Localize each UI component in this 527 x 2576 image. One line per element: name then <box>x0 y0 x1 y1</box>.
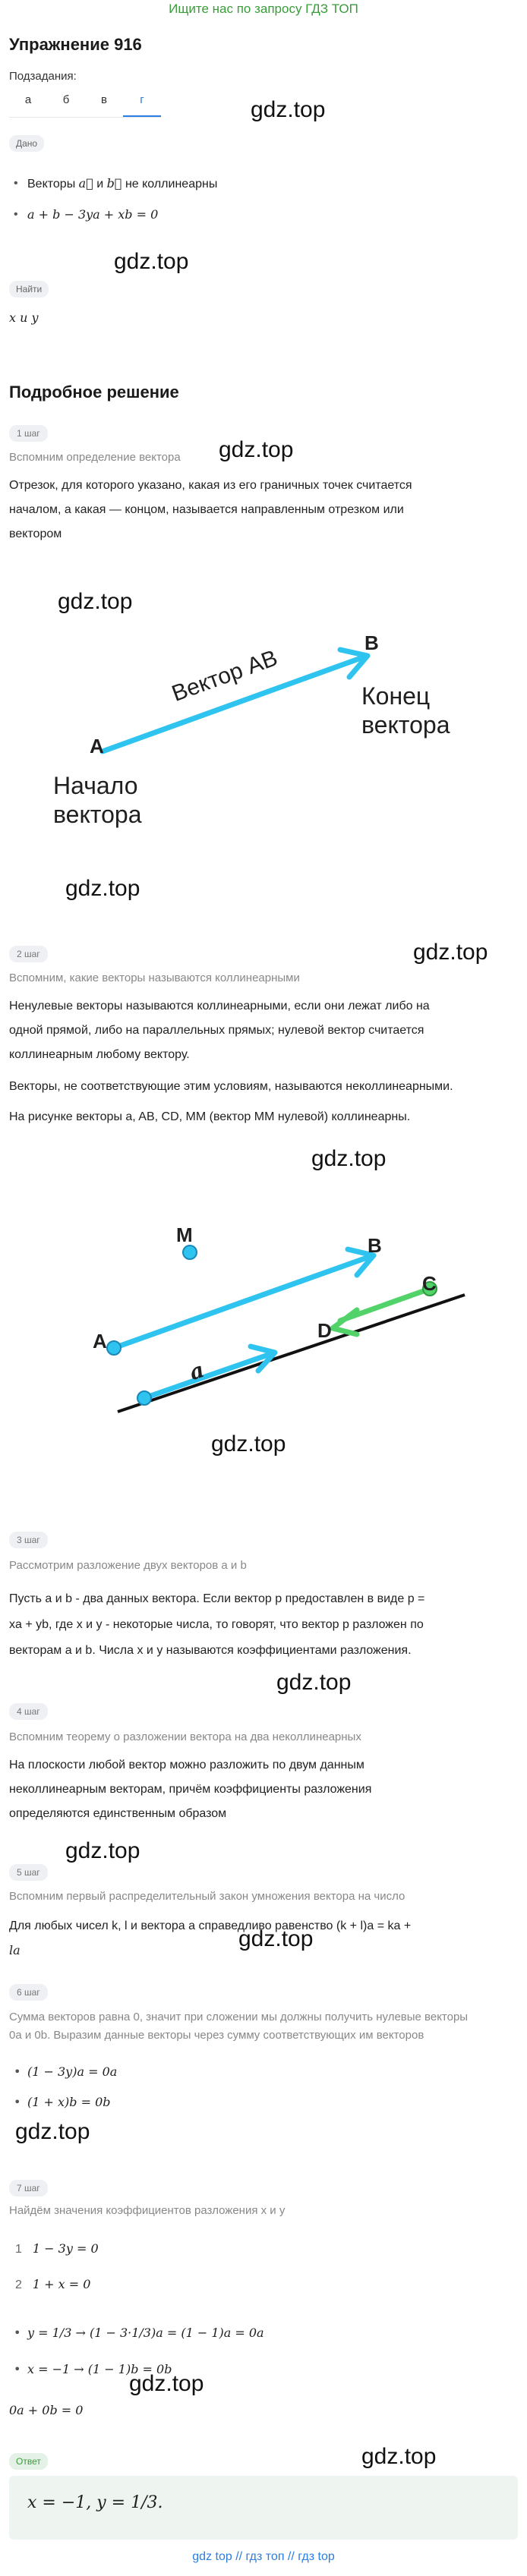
step-badge: 4 шаг <box>9 1703 48 1720</box>
answer-badge: Ответ <box>9 2453 48 2470</box>
watermark: gdz.top <box>114 249 189 274</box>
watermark: gdz.top <box>58 589 133 614</box>
step-badge: 3 шаг <box>9 1532 48 1548</box>
step-caption: Вспомним, какие векторы называются коллинеарными <box>9 972 300 984</box>
watermark: gdz.top <box>129 2371 204 2396</box>
step-caption: Вспомним определение вектора <box>9 451 181 464</box>
subtasks-label: Подзадания: <box>9 70 77 83</box>
find-badge: Найти <box>9 281 49 298</box>
vector-cd-arrowhead <box>333 1310 357 1334</box>
fig1-end-label: Конец вектора <box>361 682 450 738</box>
step-badge: 1 шаг <box>9 425 48 442</box>
step-caption: Сумма векторов равна 0, значит при сложении мы должны получить нулевые векторы 0a и 0b. Выразим данные векторы через сумму соответствующих им векторов <box>9 2011 469 2042</box>
page-title: Упражнение 916 <box>9 35 142 54</box>
equation-1: 1 1 − 3y = 0 <box>15 2241 99 2256</box>
watermark: gdz.top <box>65 876 140 901</box>
tab-b[interactable]: б <box>62 93 70 106</box>
point-a-vector-start <box>137 1391 151 1405</box>
step-badge: 2 шаг <box>9 946 48 962</box>
vector-a-line <box>144 1354 270 1398</box>
subtask-tabs <box>9 93 161 118</box>
answer-text: x = −1, y = 1/3. <box>27 2493 163 2512</box>
fig1-vector-label: Вектор AB <box>169 645 281 707</box>
watermark: gdz.top <box>413 940 488 965</box>
step-text: Отрезок, для которого указано, какая из его граничных точек считается началом, а какая — концом, называется направленным отрезком или вектором <box>9 479 412 540</box>
fig2-point-d: D <box>317 1319 332 1342</box>
watermark: gdz.top <box>219 437 294 462</box>
fig2-point-m: M <box>176 1223 193 1246</box>
watermark: gdz.top <box>361 2444 437 2469</box>
tab-v[interactable]: в <box>101 93 107 106</box>
step-caption: Найдём значения коэффициентов разложения x и y <box>9 2204 286 2217</box>
watermark: gdz.top <box>311 1146 387 1171</box>
point-m <box>183 1245 197 1259</box>
fig2-point-a: A <box>93 1330 107 1353</box>
step7-results <box>9 2312 264 2385</box>
fig2-point-b: B <box>368 1234 382 1257</box>
watermark: gdz.top <box>15 2119 90 2144</box>
fig2-point-c: C <box>422 1272 437 1295</box>
footer-links[interactable]: gdz top // гдз топ // гдз top <box>192 2550 335 2563</box>
solution-title: Подробное решение <box>9 383 179 402</box>
vector-figure-2 <box>0 1184 527 1434</box>
point-a <box>107 1341 121 1355</box>
step6-item-2: • (1 + x)b = 0b <box>9 2087 117 2118</box>
step6-list <box>9 2057 117 2118</box>
given-badge: Дано <box>9 135 44 152</box>
step-badge: 5 шаг <box>9 1864 48 1881</box>
step7-result-1: • y = 1/3 → (1 − 3·1/3)a = (1 − 1)a = 0a <box>9 2312 264 2354</box>
find-text: x и y <box>9 310 39 325</box>
tab-a[interactable]: а <box>24 93 32 106</box>
vector-cd-line <box>340 1289 430 1321</box>
step-badge: 6 шаг <box>9 1984 48 2001</box>
fig1-point-a: A <box>90 735 104 757</box>
watermark: gdz.top <box>251 97 326 122</box>
tab-g[interactable]: г <box>123 93 161 117</box>
step7-equations <box>15 2231 99 2303</box>
fig2-vector-a-label: a <box>186 1357 207 1385</box>
top-search-link[interactable]: Ищите нас по запросу ГДЗ ТОП <box>169 2 358 16</box>
step-text: Для любых чисел k, l и вектора a справедливо равенство (k + l)a = ka + la <box>9 1919 412 1957</box>
watermark: gdz.top <box>211 1431 286 1456</box>
step6-item-1: • (1 − 3y)a = 0a <box>9 2057 117 2087</box>
step7-result-2: • x = −1 → (1 − 1)b = 0b <box>9 2354 264 2385</box>
fig1-point-b: B <box>364 631 379 654</box>
step-text: Пусть a и b - два данных вектора. Если вектор p предоставлен в виде p = xa + yb, где x и y - некоторые числа, то говорят, что вектор p разложен по векторам a и b. Числа x и y называются коэффициентами разложения. <box>9 1592 425 1657</box>
given-item-1: • Векторы a⃗ и b⃗ не коллинеарны <box>9 168 510 200</box>
answer-box <box>9 2476 518 2540</box>
step-caption: Рассмотрим разложение двух векторов a и b <box>9 1559 247 1572</box>
step7-final: 0a + 0b = 0 <box>9 2403 84 2417</box>
step-badge: 7 шаг <box>9 2180 48 2197</box>
given-list <box>9 168 510 231</box>
fig1-start-label: Начало вектора <box>53 772 142 828</box>
step-text: Ненулевые векторы называются коллинеарными, если они лежат либо на одной прямой, либо на параллельных прямых; нулевой вектор считается коллинеарным любому вектору. Векторы, не соответствующие этим условиям, называются неколлинеарными. На рисунке векторы a, AB, CD, MM (вектор MM нулевой) коллинеарны. <box>9 1000 453 1123</box>
equation-2: 2 1 + x = 0 <box>15 2277 91 2291</box>
step-text: На плоскости любой вектор можно разложить по двум данным неколлинеарным векторам, причём коэффициенты разложения определяются единственным образом <box>9 1759 372 1820</box>
step-caption: Вспомним теорему о разложении вектора на два неколлинеарных <box>9 1730 361 1743</box>
watermark: gdz.top <box>276 1670 352 1695</box>
step-caption: Вспомним первый распределительный закон умножения вектора на число <box>9 1890 406 1903</box>
parallel-line <box>118 1295 465 1412</box>
watermark: gdz.top <box>65 1838 140 1863</box>
given-item-2: • a + b − 3ya + xb = 0 <box>9 200 510 231</box>
watermark: gdz.top <box>238 1926 314 1951</box>
